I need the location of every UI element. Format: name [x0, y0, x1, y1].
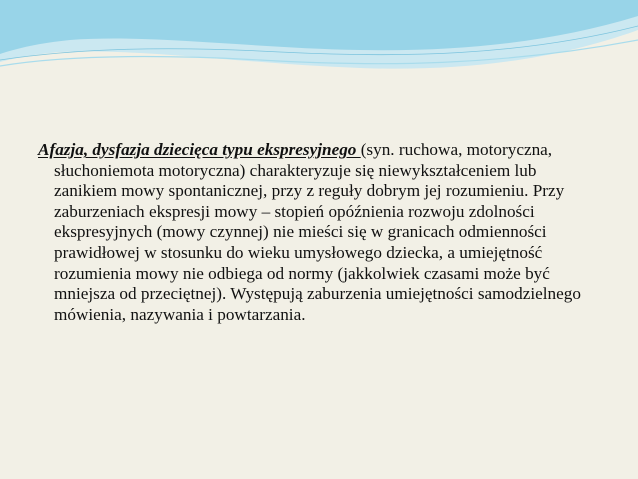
defined-term: Afazja, dysfazja dziecięca typu ekspresyjnego — [38, 140, 361, 159]
wave-header-decoration — [0, 0, 638, 80]
slide-content — [38, 140, 598, 325]
definition-text: (syn. ruchowa, motoryczna, słuchoniemota motoryczna) charakteryzuje się niewykształceniem lub zanikiem mowy spontanicznej, przy z reguły dobrym jej rozumieniu. Przy zaburzeniach ekspresji mowy – stopień opóźnienia rozwoju zdolności ekspresyjnych (mowy czynnej) nie mieści się w granicach odmienności prawidłowej w stosunku do wieku umysłowego dziecka, a umiejętność rozumienia mowy nie odbiega od normy (jakkolwiek czasami może być mniejsza od przeciętnej). Występują zaburzenia umiejętności samodzielnego mówienia, nazywania i powtarzania. — [54, 140, 581, 324]
definition-paragraph — [38, 140, 598, 325]
